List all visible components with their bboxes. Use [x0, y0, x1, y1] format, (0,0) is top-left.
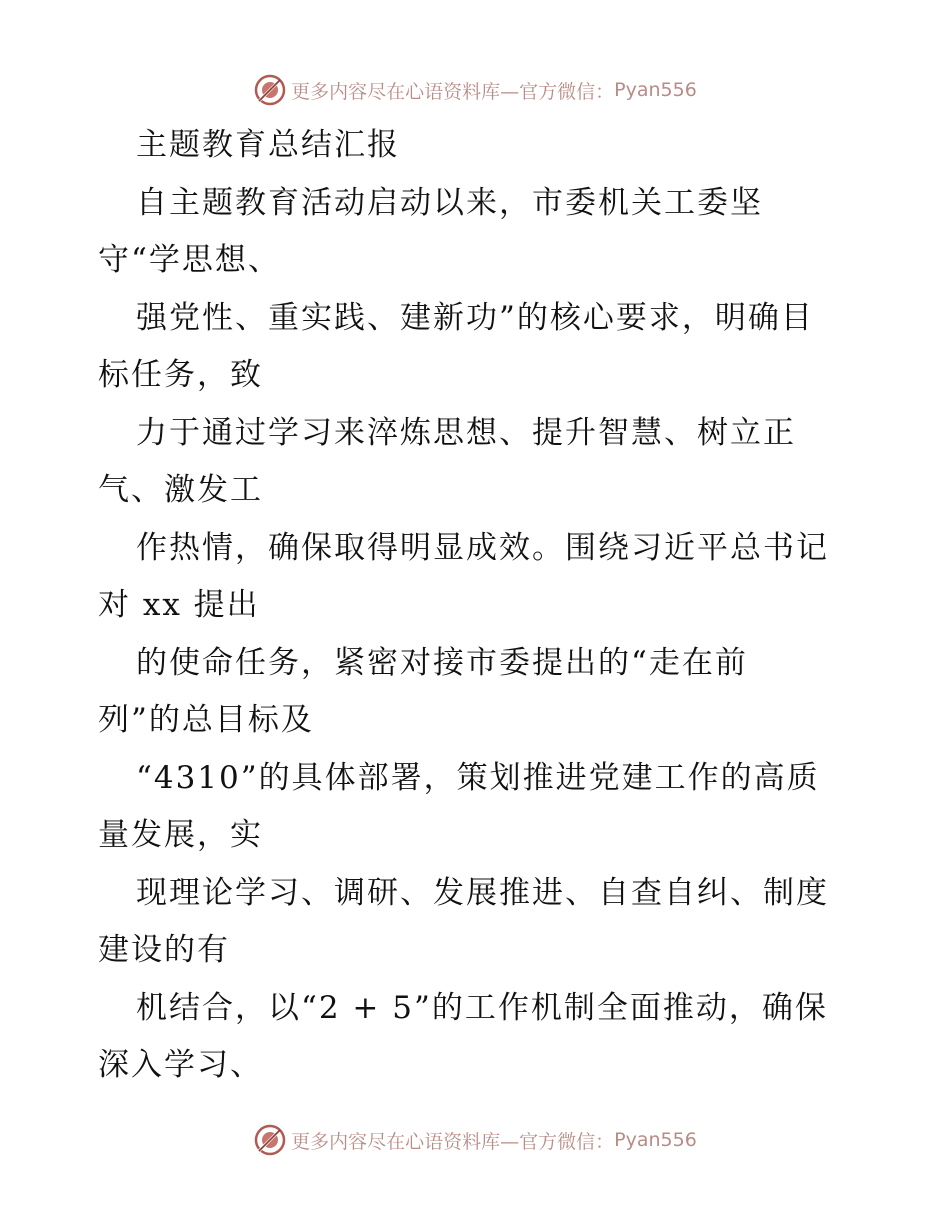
text-line: 气、激发工 [98, 472, 263, 508]
text-line: 强党性、重实践、建新功”的核心要求，明确目 [136, 299, 814, 336]
text-line: 量发展，实 [98, 817, 263, 853]
watermark-footer [0, 1120, 950, 1160]
watermark-text: 更多内容尽在心语资料库—官方微信： [291, 80, 615, 103]
text-line: 自主题教育活动启动以来，市委机关工委坚 [136, 184, 763, 221]
text-line: 的使命任务，紧密对接市委提出的“走在前 [136, 644, 748, 681]
text-line: 标任务，致 [98, 357, 263, 393]
watermark-header [0, 70, 950, 110]
text-line: 作热情，确保取得明显成效。围绕习近平总书记 [136, 529, 829, 566]
text-line: “4310”的具体部署，策划推进党建工作的高质 [136, 759, 820, 796]
text-line: 守“学思想、 [98, 242, 281, 278]
watermark-text: 更多内容尽在心语资料库—官方微信： [291, 1130, 615, 1153]
text-line: 力于通过学习来淬炼思想、提升智慧、树立正 [136, 414, 796, 451]
watermark-handle: Pyan556 [614, 1129, 697, 1151]
watermark-handle: Pyan556 [614, 79, 697, 101]
text-line: 对 xx 提出 [98, 587, 260, 623]
text-line: 深入学习、 [98, 1047, 263, 1083]
document-title: 主题教育总结汇报 [136, 127, 400, 163]
text-line: 建设的有 [98, 932, 230, 968]
text-line: 机结合，以“2 + 5”的工作机制全面推动，确保 [136, 989, 828, 1026]
logo-icon [253, 73, 287, 107]
text-line: 列”的总目标及 [98, 702, 314, 738]
logo-icon [253, 1123, 287, 1157]
document-body [98, 117, 858, 1095]
text-line: 现理论学习、调研、发展推进、自查自纠、制度 [136, 874, 829, 911]
